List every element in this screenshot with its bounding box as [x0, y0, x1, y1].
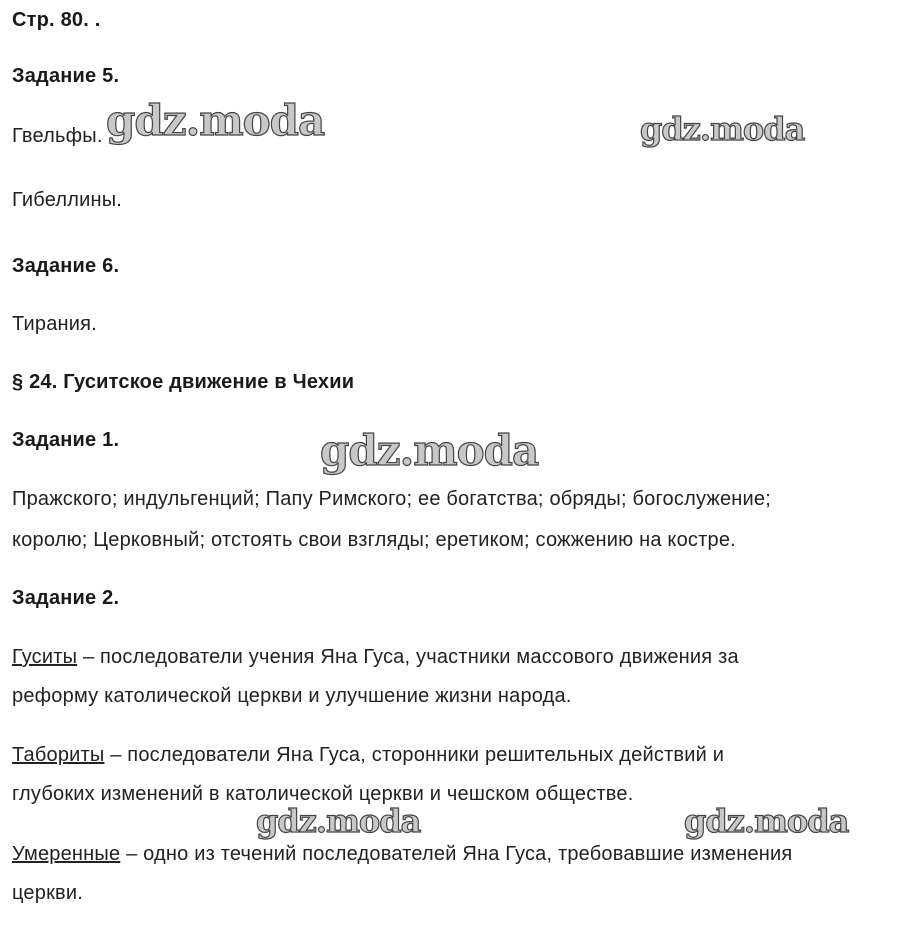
watermark-logo: gdz.moda	[256, 802, 421, 840]
definition-moderates-line-1	[12, 842, 792, 866]
definition-moderates-line-2: церкви.	[12, 882, 83, 904]
definition-taborites-line-1	[12, 743, 724, 767]
task5-heading: Задание 5.	[12, 65, 120, 87]
definition-hussites-line-2: реформу католической церкви и улучшение жизни народа.	[12, 685, 572, 707]
page-label: Стр. 80. .	[12, 9, 101, 31]
watermark-logo: gdz.moda	[684, 802, 849, 840]
watermark-logo: gdz.moda	[106, 96, 325, 145]
task5-answer-2: Гибеллины.	[12, 189, 123, 211]
definition-taborites-line-2: глубоких изменений в католической церкви и чешском обществе.	[12, 783, 634, 805]
task2-heading: Задание 2.	[12, 587, 120, 609]
definition-moderates-text: – одно из течений последователей Яна Гуса, требовавшие изменения	[120, 843, 793, 865]
task1-line-2: королю; Церковный; отстоять свои взгляды; еретиком; сожжению на костре.	[12, 529, 736, 551]
task5-answer-1: Гвельфы.	[12, 125, 103, 147]
term-taborites: Табориты	[12, 744, 105, 766]
watermark-logo: gdz.moda	[320, 426, 539, 475]
definition-taborites-text: – последователи Яна Гуса, сторонники решительных действий и	[104, 744, 725, 766]
term-hussites: Гуситы	[12, 646, 78, 668]
definition-hussites-text: – последователи учения Яна Гуса, участники массового движения за	[77, 646, 739, 668]
definition-hussites-line-1	[12, 645, 739, 669]
task1-heading: Задание 1.	[12, 429, 120, 451]
task6-heading: Задание 6.	[12, 255, 120, 277]
watermark-logo: gdz.moda	[640, 110, 805, 148]
section-title: § 24. Гуситское движение в Чехии	[12, 371, 355, 393]
task6-answer: Тирания.	[12, 313, 97, 335]
task1-line-1: Пражского; индульгенций; Папу Римского; ее богатства; обряды; богослужение;	[12, 488, 771, 510]
term-moderates: Умеренные	[12, 843, 121, 865]
